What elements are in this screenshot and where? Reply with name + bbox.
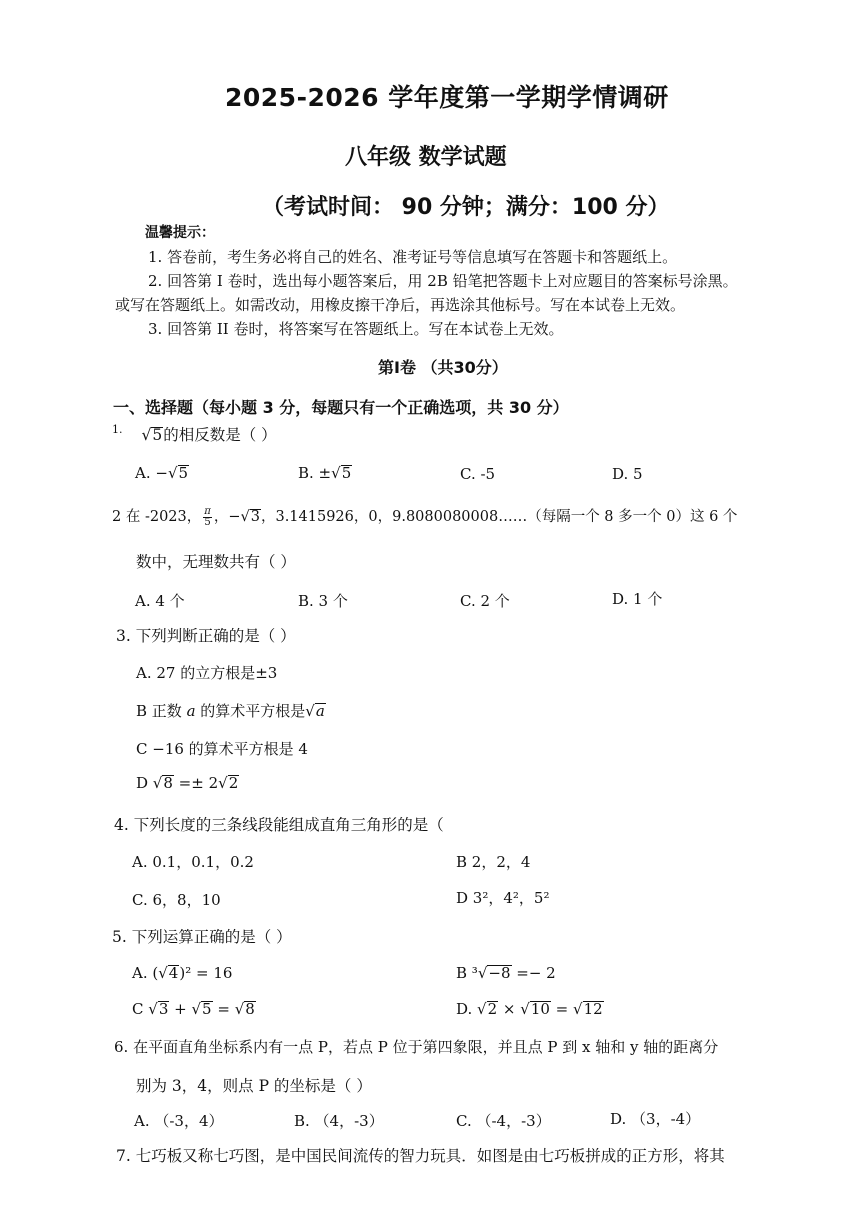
question-6-stem: 6. 在平面直角坐标系内有一点 P，若点 P 位于第四象限，并且点 P 到 x 轴和 y 轴的距离分 — [114, 1038, 719, 1056]
question-1-option-b: B. ±√5 — [298, 464, 352, 482]
part1-heading: 第I卷 （共30分） — [378, 358, 508, 377]
question-6-option-a: A. （-3，4） — [134, 1112, 224, 1130]
question-3-option-d: D √8 =± 2√2 — [136, 774, 239, 792]
question-2-stem-line2: 数中，无理数共有（ ） — [136, 553, 296, 571]
question-1-stem: $^{1.}$ √5的相反数是（ ） — [112, 423, 277, 444]
question-4-option-c: C. 6，8，10 — [132, 891, 221, 909]
tips-heading: 温馨提示： — [145, 225, 215, 241]
question-1-option-d: D. 5 — [612, 465, 643, 483]
question-7-stem: 7. 七巧板又称七巧图，是中国民间流传的智力玩具．如图是由七巧板拼成的正方形，将其 — [116, 1147, 725, 1165]
exam-title: 2025-2026 学年度第一学期学情调研 — [225, 83, 669, 112]
section-heading: 一、选择题（每小题 3 分，每题只有一个正确选项，共 30 分） — [113, 398, 569, 417]
question-5-stem: 5. 下列运算正确的是（ ） — [112, 928, 292, 946]
question-6-option-c: C. （-4，-3） — [456, 1112, 551, 1130]
question-3-option-a: A. 27 的立方根是±3 — [136, 664, 278, 682]
question-1-option-a: A. −√5 — [135, 464, 189, 482]
tip-item: 3. 回答第 II 卷时，将答案写在答题纸上。写在本试卷上无效。 — [148, 320, 564, 338]
sqrt-expression: √5 — [141, 426, 163, 444]
exam-subtitle: 八年级 数学试题 — [345, 145, 507, 170]
question-5-option-d: D. √2 × √10 = √12 — [456, 1000, 603, 1018]
question-2-option-c: C. 2 个 — [460, 592, 510, 610]
question-2-option-a: A. 4 个 — [135, 592, 185, 610]
question-2-stem: 2 在 -2023， $\frac{\pi}{5}$ ，−√3，3.1415926，0，9.8080080008……（每隔一个 8 多一个 0）这 6 个 — [112, 505, 738, 528]
fraction-pi-over-5: $\frac{\pi}{5}$ — [204, 505, 211, 528]
question-6-stem-line2: 别为 3，4，则点 P 的坐标是（ ） — [136, 1077, 372, 1095]
question-1-option-c: C. -5 — [460, 465, 496, 483]
question-3-stem: 3. 下列判断正确的是（ ） — [116, 627, 296, 645]
tip-item: 2. 回答第 I 卷时，选出每小题答案后，用 2B 铅笔把答题卡上对应题目的答案标号涂黑。 — [148, 272, 738, 290]
question-number: 1. — [112, 423, 123, 436]
question-2-option-d: D. 1 个 — [612, 590, 663, 608]
question-4-option-a: A. 0.1，0.1，0.2 — [132, 853, 254, 871]
exam-info: （考试时间： 90 分钟；满分：100 分） — [262, 195, 670, 220]
question-3-option-b: B 正数 a 的算术平方根是√a — [136, 702, 325, 720]
question-4-stem: 4. 下列长度的三条线段能组成直角三角形的是（ — [114, 816, 444, 834]
tip-item: 1. 答卷前，考生务必将自己的姓名、准考证号等信息填写在答题卡和答题纸上。 — [148, 248, 678, 266]
question-6-option-b: B. （4，-3） — [294, 1112, 384, 1130]
question-4-option-d: D 3²，4²，5² — [456, 889, 550, 907]
question-5-option-b: B ³√−8 =− 2 — [456, 964, 556, 982]
question-5-option-a: A. (√4)² = 16 — [132, 964, 233, 982]
tip-item: 或写在答题纸上。如需改动，用橡皮擦干净后，再选涂其他标号。写在本试卷上无效。 — [115, 296, 686, 314]
question-3-option-c: C −16 的算术平方根是 4 — [136, 740, 308, 758]
question-2-option-b: B. 3 个 — [298, 592, 348, 610]
question-4-option-b: B 2，2，4 — [456, 853, 531, 871]
question-5-option-c: C √3 + √5 = √8 — [132, 1000, 255, 1018]
question-6-option-d: D. （3，-4） — [610, 1110, 701, 1128]
